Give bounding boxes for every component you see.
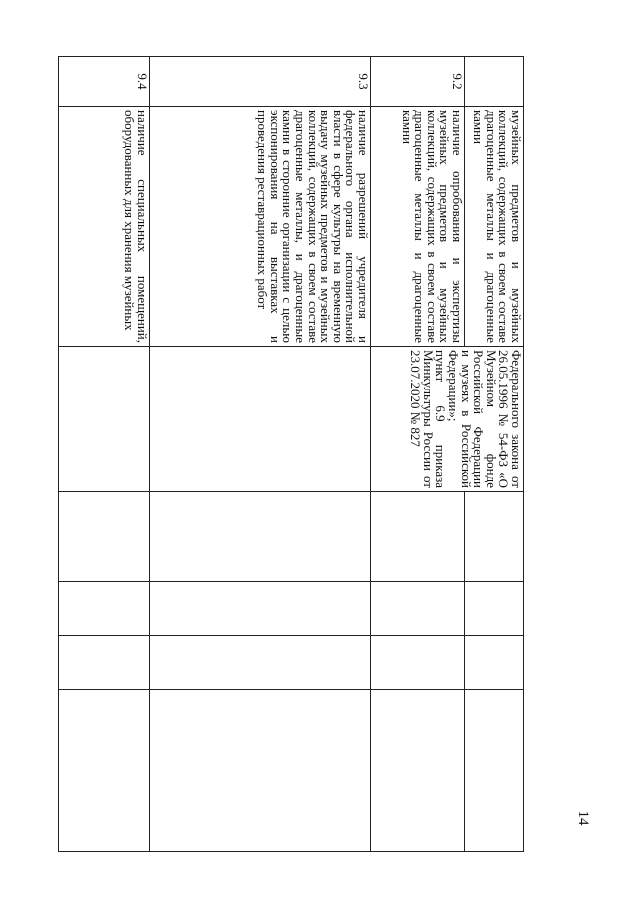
row-number: 9.2 bbox=[371, 57, 465, 107]
legal-source bbox=[371, 347, 524, 492]
legal-source-part: Федерального закона от 26.05.1996 № 54-ФЗ «О Музейном фонде Российской Федерации и музеях в Российской Федерации»; bbox=[446, 350, 524, 488]
empty-cell bbox=[465, 690, 524, 852]
row-number: 9.3 bbox=[150, 57, 371, 107]
empty-cell bbox=[371, 492, 465, 582]
requirement-text: наличие опробования и экспертизы музейных предметов и музейных коллекций, содержащих в своем составе драгоценные металлы и драгоценные камни bbox=[371, 107, 465, 347]
requirement-text: наличие разрешений учредителя и федерального органа исполнительной власти в сфере культуры на временную выдачу музейных предметов и музейных коллекций, содержащих в своем составе драгоценные металлы, и драгоценные камни в сторонние организации с целью экспонирования на выставках и проведения реставрационных работ bbox=[150, 107, 371, 347]
empty-cell bbox=[59, 347, 150, 492]
empty-cell bbox=[465, 636, 524, 690]
empty-cell bbox=[59, 636, 150, 690]
legal-source-part: пункт 6.9 приказа Минкультуры России от 23.07.2020 № 827 bbox=[408, 350, 449, 488]
empty-cell bbox=[59, 690, 150, 852]
empty-cell bbox=[371, 636, 465, 690]
rotated-table-wrapper bbox=[59, 56, 524, 851]
empty-cell bbox=[465, 492, 524, 582]
empty-cell bbox=[150, 347, 371, 492]
table-row bbox=[465, 57, 524, 852]
empty-cell bbox=[150, 492, 371, 582]
requirements-table bbox=[58, 56, 524, 852]
requirement-text: музейных предметов и музейных коллекций, содержащих в своем составе драгоценные металлы и драгоценные камни bbox=[465, 107, 524, 347]
empty-cell bbox=[59, 492, 150, 582]
table-row bbox=[59, 57, 150, 852]
row-number bbox=[465, 57, 524, 107]
empty-cell bbox=[465, 582, 524, 636]
empty-cell bbox=[150, 636, 371, 690]
table-row bbox=[150, 57, 371, 852]
empty-cell bbox=[150, 690, 371, 852]
page-number: 14 bbox=[575, 810, 591, 826]
empty-cell bbox=[59, 582, 150, 636]
empty-cell bbox=[371, 582, 465, 636]
row-number: 9.4 bbox=[59, 57, 150, 107]
empty-cell bbox=[371, 690, 465, 852]
empty-cell bbox=[150, 582, 371, 636]
requirement-text: наличие специальных помещений, оборудованных для хранения музейных bbox=[59, 107, 150, 347]
